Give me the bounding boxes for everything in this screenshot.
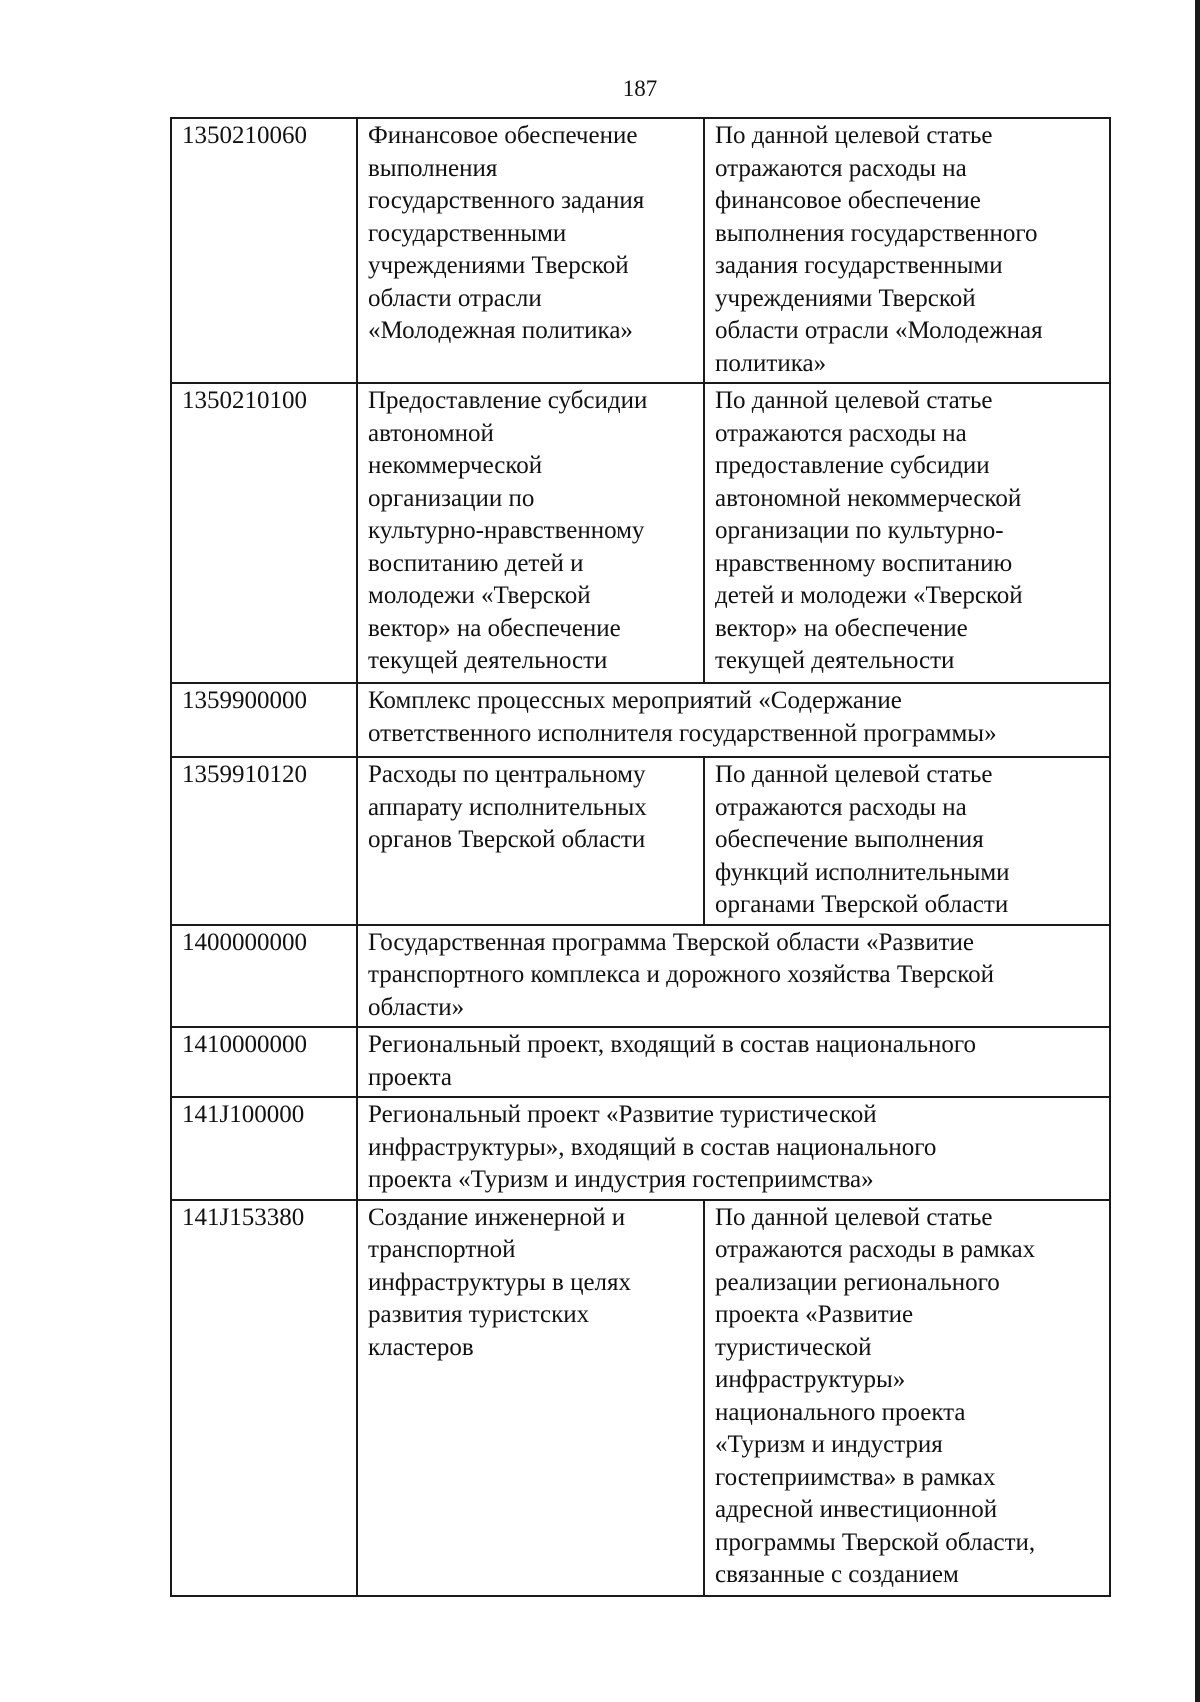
article-description-line: реализации регионального — [715, 1268, 1000, 1296]
code-cell — [171, 1200, 357, 1596]
article-name-line: молодежи «Тверской — [368, 582, 591, 609]
table-row — [171, 118, 1110, 383]
article-description-line: По данной целевой статье — [715, 387, 993, 414]
code-cell — [171, 1097, 357, 1200]
article-description-line: политика» — [715, 349, 827, 377]
article-name-line: государственными — [368, 219, 567, 247]
article-name-line: «Молодежная политика» — [368, 317, 633, 344]
table-row — [171, 757, 1110, 925]
article-description-line: По данной целевой статье — [715, 761, 993, 788]
article-description-line: задания государственными — [715, 252, 1003, 279]
article-description-cell — [704, 118, 1110, 383]
article-name-cell — [357, 1200, 704, 1596]
section-title-line: Государственная программа Тверской области «Развитие — [368, 928, 974, 956]
article-description-line: отражаются расходы на — [715, 419, 967, 447]
code-cell — [171, 757, 357, 925]
article-description-line: функций исполнительными — [715, 858, 1010, 886]
table-row — [171, 383, 1110, 683]
code-cell — [171, 118, 357, 383]
section-title-cell — [357, 683, 1110, 757]
article-name-line: государственного задания — [368, 187, 645, 214]
article-name-line: автономной — [368, 419, 494, 447]
article-description-line: По данной целевой статье — [715, 1203, 993, 1231]
article-description-line: туристической — [715, 1333, 872, 1361]
article-name-line: Предоставление субсидии — [368, 387, 648, 414]
section-title-line: транспортного комплекса и дорожного хозяйства Тверской — [368, 961, 995, 988]
article-description-line: организации по культурно- — [715, 517, 1004, 544]
article-description-line: По данной целевой статье — [715, 122, 993, 149]
article-name-line: воспитанию детей и — [368, 549, 584, 577]
code-cell — [171, 383, 357, 683]
section-title-line: Региональный проект «Развитие туристической — [368, 1101, 877, 1128]
article-name-line: органов Тверской области — [368, 826, 646, 853]
target-articles-table — [170, 117, 1111, 1597]
target-article-code: 1359910120 — [182, 761, 307, 788]
article-name-line: выполнения — [368, 154, 498, 182]
target-article-code: 1359900000 — [182, 687, 307, 714]
target-article-code: 141J153380 — [182, 1203, 305, 1231]
section-title-line: ответственного исполнителя государственной программы» — [368, 719, 997, 747]
article-name-cell — [357, 383, 704, 683]
article-name-line: Финансовое обеспечение — [368, 122, 638, 149]
section-title-cell — [357, 925, 1110, 1028]
article-description-line: текущей деятельности — [715, 647, 955, 674]
article-description-line: инфраструктуры» — [715, 1366, 906, 1393]
article-name-line: Создание инженерной и — [368, 1203, 626, 1231]
section-title-cell — [357, 1097, 1110, 1200]
article-description-line: предоставление субсидии — [715, 452, 990, 479]
page-edge — [1195, 0, 1200, 1702]
article-description-line: отражаются расходы на — [715, 154, 967, 182]
section-title-line: Комплекс процессных мероприятий «Содержание — [368, 687, 902, 714]
section-title-line: инфраструктуры», входящий в состав национального — [368, 1133, 937, 1161]
code-cell — [171, 925, 357, 1028]
article-name-line: вектор» на обеспечение — [368, 614, 621, 642]
section-title-line: проекта — [368, 1063, 452, 1091]
table-row — [171, 683, 1110, 757]
article-name-cell — [357, 118, 704, 383]
article-name-line: Расходы по центральному — [368, 761, 646, 788]
article-description-cell — [704, 1200, 1110, 1596]
article-description-line: выполнения государственного — [715, 219, 1038, 247]
article-description-line: национального проекта — [715, 1398, 966, 1426]
article-description-line: проекта «Развитие — [715, 1301, 914, 1328]
article-description-line: области отрасли «Молодежная — [715, 317, 1043, 344]
section-title-line: проекта «Туризм и индустрия гостеприимства» — [368, 1166, 874, 1193]
article-name-line: аппарату исполнительных — [368, 793, 647, 821]
code-cell — [171, 683, 357, 757]
page-number: 187 — [622, 76, 658, 101]
target-article-code: 1410000000 — [182, 1031, 307, 1058]
table-row — [171, 1097, 1110, 1200]
section-title-line: Региональный проект, входящий в состав национального — [368, 1031, 976, 1058]
article-description-line: «Туризм и индустрия — [715, 1431, 943, 1458]
target-article-code: 141J100000 — [182, 1101, 305, 1128]
article-description-line: финансовое обеспечение — [715, 187, 981, 214]
article-description-line: обеспечение выполнения — [715, 826, 984, 853]
code-cell — [171, 1027, 357, 1097]
article-name-line: инфраструктуры в целях — [368, 1268, 632, 1296]
article-description-line: органами Тверской области — [715, 891, 1009, 918]
article-name-line: некоммерческой — [368, 452, 543, 479]
article-name-line: развития туристских — [368, 1301, 590, 1328]
table-body — [171, 118, 1110, 1596]
table-row — [171, 1027, 1110, 1097]
article-description-line: нравственному воспитанию — [715, 549, 1013, 577]
article-description-line: гостеприимства» в рамках — [715, 1463, 996, 1491]
article-name-line: организации по — [368, 484, 535, 512]
table-row — [171, 1200, 1110, 1596]
table-row — [171, 925, 1110, 1028]
target-article-code: 1400000000 — [182, 928, 307, 956]
article-name-line: области отрасли — [368, 284, 542, 312]
article-name-cell — [357, 757, 704, 925]
article-name-line: транспортной — [368, 1236, 516, 1263]
article-description-cell — [704, 757, 1110, 925]
article-description-line: детей и молодежи «Тверской — [715, 582, 1023, 609]
article-description-line: учреждениями Тверской — [715, 284, 976, 312]
section-title-line: области» — [368, 993, 465, 1021]
article-description-line: отражаются расходы на — [715, 793, 967, 821]
article-description-line: адресной инвестиционной — [715, 1496, 998, 1523]
article-name-line: текущей деятельности — [368, 647, 608, 674]
article-description-line: вектор» на обеспечение — [715, 614, 968, 642]
article-description-line: автономной некоммерческой — [715, 484, 1022, 512]
article-description-cell — [704, 383, 1110, 683]
article-name-line: кластеров — [368, 1333, 474, 1361]
article-description-line: связанные с созданием — [715, 1561, 959, 1588]
article-name-line: учреждениями Тверской — [368, 252, 629, 279]
section-title-cell — [357, 1027, 1110, 1097]
article-name-line: культурно-нравственному — [368, 517, 645, 544]
article-description-line: отражаются расходы в рамках — [715, 1236, 1036, 1263]
target-article-code: 1350210100 — [182, 387, 307, 414]
target-article-code: 1350210060 — [182, 122, 307, 149]
article-description-line: программы Тверской области, — [715, 1528, 1036, 1556]
